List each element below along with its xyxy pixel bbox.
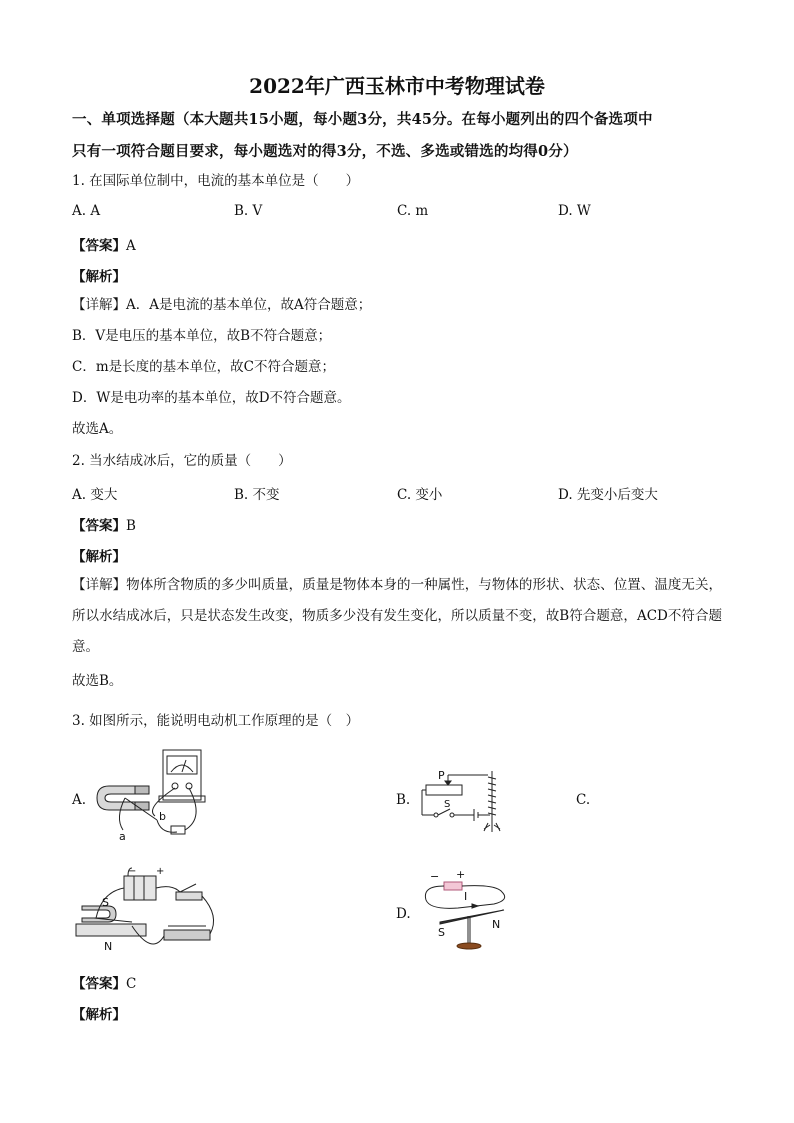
answer-label: 【答案】: [72, 976, 126, 992]
question-3-option-a-label: A.: [72, 792, 87, 808]
label-s: S: [444, 799, 451, 810]
answer-label: 【答案】: [72, 238, 126, 254]
label-s: S: [102, 896, 109, 909]
figure-d-oersted-diagram: [418, 866, 518, 956]
question-2-analysis-label: 【解析】: [72, 549, 126, 565]
question-2-option-c: C. 变小: [397, 487, 443, 503]
label-n: N: [492, 918, 501, 931]
question-1-option-d: D. W: [558, 203, 591, 219]
question-2-conclusion: 故选B。: [72, 673, 123, 689]
page-title: 2022年广西玉林市中考物理试卷: [249, 74, 545, 98]
question-1-detail-1: 【详解】A．A是电流的基本单位，故A符合题意；: [72, 297, 372, 313]
section-heading-line-2: 只有一项符合题目要求，每小题选对的得3分，不选、多选或错选的均得0分）: [72, 143, 578, 160]
question-1-option-a: A. A: [72, 203, 101, 219]
question-3-option-d-label: D.: [396, 906, 411, 922]
figure-c-motor-diagram: [72, 866, 222, 968]
label-i: I: [464, 890, 468, 903]
question-1-detail-2: B．V是电压的基本单位，故B不符合题意；: [72, 328, 332, 344]
question-1-stem: 1. 在国际单位制中，电流的基本单位是（ ）: [72, 173, 360, 189]
question-2-detail: 【详解】物体所含物质的多少叫质量，质量是物体本身的一种属性，与物体的形状、状态、位置、温度无关，所以水结成冰后，只是状态发生改变，物质多少没有发生变化，所以质量不变，故B符合题意，ACD不符合题意。: [72, 577, 722, 655]
label-a: a: [119, 830, 126, 843]
answer-value: A: [126, 238, 136, 254]
question-1-option-b: B. V: [234, 203, 263, 219]
question-1-detail-4: D．W是电功率的基本单位，故D不符合题意。: [72, 390, 351, 406]
label-b: b: [159, 810, 166, 823]
question-1-conclusion: 故选A。: [72, 421, 123, 437]
label-n: N: [104, 940, 113, 953]
label-p: P: [438, 769, 445, 782]
question-1-detail-3: C．m是长度的基本单位，故C不符合题意；: [72, 359, 335, 375]
answer-label: 【答案】: [72, 518, 126, 534]
question-2-stem: 2. 当水结成冰后，它的质量（ ）: [72, 453, 292, 469]
question-3-stem: 3. 如图所示，能说明电动机工作原理的是（ ）: [72, 713, 360, 729]
label-minus: −: [128, 866, 137, 877]
question-1-option-c: C. m: [397, 203, 429, 219]
question-2-option-a: A. 变大: [72, 487, 118, 503]
section-heading-line-1: 一、单项选择题（本大题共15小题，每小题3分，共45分。在每小题列出的四个备选项中: [72, 111, 653, 128]
label-minus: −: [430, 870, 440, 883]
question-3-option-b-label: B.: [396, 792, 411, 808]
question-2-option-b: B. 不变: [234, 487, 280, 503]
label-plus: +: [156, 866, 165, 877]
figure-b-electromagnet-diagram: [418, 765, 518, 835]
question-2-option-d: D. 先变小后变大: [558, 487, 658, 503]
label-plus: +: [456, 868, 466, 881]
figure-a-generator-diagram: [95, 748, 210, 843]
question-2-answer: [72, 514, 136, 534]
label-s: S: [438, 926, 445, 939]
question-3-option-c-label: C.: [576, 792, 591, 808]
answer-value: C: [126, 976, 137, 992]
question-3-answer: [72, 972, 136, 992]
question-1-analysis-label: 【解析】: [72, 269, 126, 285]
question-1-answer: [72, 234, 136, 254]
answer-value: B: [126, 518, 136, 534]
question-3-analysis-label: 【解析】: [72, 1007, 126, 1023]
